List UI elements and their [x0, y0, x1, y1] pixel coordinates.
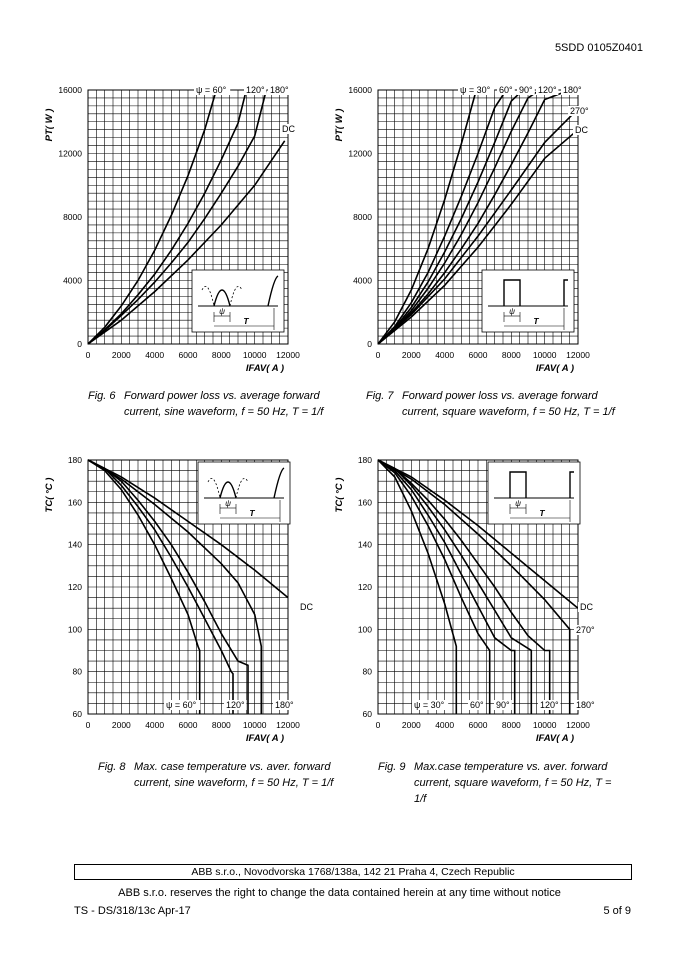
x-tick-label: 6000: [468, 720, 488, 730]
curve-label-90: 90°: [519, 85, 533, 95]
x-tick-label: 6000: [178, 350, 198, 360]
caption-line: current, square waveform, f = 50 Hz, T =: [414, 777, 612, 789]
curve-label-120: 120°: [246, 85, 265, 95]
curve-label-120: 120°: [540, 700, 559, 710]
y-axis-label: TC( °C ): [44, 477, 55, 513]
y-axis-label: PT( W ): [334, 108, 345, 142]
inset-period-label: T: [243, 316, 249, 326]
x-axis-label: IFAV( A ): [245, 733, 284, 744]
caption-fig8: [98, 760, 358, 794]
curve-label-dc: DC: [575, 125, 588, 135]
y-tick-label: 80: [362, 666, 372, 677]
y-tick-label: 12000: [58, 148, 82, 159]
x-tick-label: 12000: [566, 350, 590, 360]
x-tick-label: 4000: [145, 720, 165, 730]
x-tick-label: 2000: [401, 720, 421, 730]
chart-fig8-svg: [40, 450, 340, 750]
chart-fig9-svg: [330, 450, 630, 750]
x-tick-label: 2000: [111, 350, 131, 360]
inset-psi-label: ψ: [509, 307, 515, 316]
caption-number: Fig. 6: [88, 390, 116, 402]
x-tick-label: 6000: [468, 350, 488, 360]
y-tick-label: 140: [67, 539, 82, 550]
caption-line: 1/f: [414, 793, 427, 805]
curve-label-180: 180°: [270, 85, 289, 95]
curve-label-120: 120°: [226, 700, 245, 710]
curve-label-60: 60°: [470, 700, 484, 710]
curve-label-180: 180°: [275, 700, 294, 710]
x-tick-label: 6000: [178, 720, 198, 730]
x-axis-label: IFAV( A ): [245, 363, 284, 374]
x-tick-label: 0: [85, 350, 91, 360]
chart-fig6-svg: [40, 80, 340, 380]
x-tick-label: 0: [375, 350, 381, 360]
x-tick-label: 8000: [211, 720, 231, 730]
x-tick-label: 2000: [401, 350, 421, 360]
inset-frame: [192, 270, 284, 332]
x-tick-label: 8000: [211, 350, 231, 360]
x-tick-label: 4000: [145, 350, 165, 360]
caption-fig6: [88, 389, 348, 423]
y-tick-label: 100: [357, 624, 372, 635]
caption-line: Forward power loss vs. average forward: [124, 390, 320, 402]
footer-notice: ABB s.r.o. reserves the right to change the data contained herein at any time without notice: [118, 887, 561, 899]
curve-label-psi30: ψ = 30°: [414, 700, 445, 710]
y-tick-label: 60: [72, 709, 82, 719]
x-axis-label: IFAV( A ): [535, 363, 574, 374]
caption-fig7: [366, 389, 646, 423]
document-reference: TS - DS/318/13c Apr-17: [74, 905, 191, 917]
curve-label-psi60: ψ = 60°: [166, 700, 197, 710]
x-tick-label: 4000: [435, 350, 455, 360]
inset-frame: [488, 462, 580, 524]
x-tick-label: 10000: [532, 350, 557, 360]
y-tick-label: 0: [367, 339, 372, 349]
y-tick-label: 180: [67, 455, 82, 465]
x-tick-label: 12000: [566, 720, 590, 730]
x-tick-label: 12000: [276, 720, 300, 730]
caption-line: current, sine waveform, f = 50 Hz, T = 1/f: [134, 777, 334, 789]
caption-line: Max. case temperature vs. aver. forward: [134, 761, 331, 773]
y-tick-label: 80: [72, 666, 82, 677]
y-tick-label: 0: [77, 339, 82, 349]
inset-period-label: T: [533, 316, 539, 326]
inset-frame: [482, 270, 574, 332]
curve-label-120: 120°: [538, 85, 557, 95]
curve-label-60: 60°: [499, 85, 513, 95]
y-tick-label: 60: [362, 709, 372, 719]
inset-psi-label: ψ: [225, 499, 231, 508]
chart-fig9: [330, 450, 630, 755]
y-axis-label: PT( W ): [44, 108, 55, 142]
curve-label-dc: DC: [300, 602, 313, 612]
inset-frame: [198, 462, 290, 524]
inset-psi-label: ψ: [515, 499, 521, 508]
y-tick-label: 160: [357, 497, 372, 508]
inset-period-label: T: [539, 508, 545, 518]
y-tick-label: 180: [357, 455, 372, 465]
y-tick-label: 8000: [353, 212, 372, 222]
x-tick-label: 12000: [276, 350, 300, 360]
caption-line: current, square waveform, f = 50 Hz, T = 1/f: [402, 406, 615, 418]
caption-line: Max.case temperature vs. aver. forward: [414, 761, 608, 773]
x-tick-label: 0: [375, 720, 381, 730]
y-tick-label: 140: [357, 539, 372, 550]
y-axis-label: TC( °C ): [334, 477, 345, 513]
waveform-inset: [482, 270, 574, 332]
caption-number: Fig. 8: [98, 761, 126, 773]
x-tick-label: 8000: [501, 720, 521, 730]
curve-label-270: 270°: [576, 625, 595, 635]
y-tick-label: 160: [67, 497, 82, 508]
company-address: ABB s.r.o., Novodvorska 1768/138a, 142 21 Praha 4, Czech Republic: [74, 864, 632, 880]
x-tick-label: 10000: [532, 720, 557, 730]
document-id: 5SDD 0105Z0401: [554, 42, 643, 54]
y-tick-label: 4000: [63, 275, 82, 286]
y-tick-label: 16000: [58, 85, 82, 95]
curve-label-180: 180°: [576, 700, 595, 710]
y-tick-label: 100: [67, 624, 82, 635]
curve-label-90: 90°: [496, 700, 510, 710]
chart-fig7-svg: [330, 80, 630, 380]
x-tick-label: 2000: [111, 720, 131, 730]
waveform-inset: [198, 462, 290, 524]
y-tick-label: 8000: [63, 212, 82, 222]
y-tick-label: 4000: [353, 275, 372, 286]
curve-label-180: 180°: [563, 85, 582, 95]
y-tick-label: 16000: [348, 85, 372, 95]
waveform-inset: [488, 462, 580, 524]
chart-fig7: [330, 80, 630, 385]
curve-label-270: 270°: [570, 106, 589, 116]
caption-line: current, sine waveform, f = 50 Hz, T = 1/f: [124, 406, 324, 418]
curve-label-psi60: ψ = 60°: [196, 85, 227, 95]
inset-period-label: T: [249, 508, 255, 518]
caption-number: Fig. 7: [366, 390, 394, 402]
y-tick-label: 120: [67, 582, 82, 592]
x-tick-label: 0: [85, 720, 91, 730]
y-tick-label: 120: [357, 582, 372, 592]
inset-psi-label: ψ: [219, 307, 225, 316]
waveform-inset: [192, 270, 284, 332]
caption-fig9: [378, 760, 638, 810]
x-tick-label: 10000: [242, 720, 267, 730]
x-tick-label: 4000: [435, 720, 455, 730]
chart-fig6: [40, 80, 340, 385]
x-tick-label: 10000: [242, 350, 267, 360]
page-number: 5 of 9: [603, 905, 631, 917]
curve-label-dc: DC: [282, 124, 295, 134]
x-axis-label: IFAV( A ): [535, 733, 574, 744]
curve-label-psi30: ψ = 30°: [460, 85, 491, 95]
x-tick-label: 8000: [501, 350, 521, 360]
curve-label-dc: DC: [580, 602, 593, 612]
caption-line: Forward power loss vs. average forward: [402, 390, 598, 402]
chart-fig8: [40, 450, 340, 755]
caption-number: Fig. 9: [378, 761, 406, 773]
y-tick-label: 12000: [348, 148, 372, 159]
